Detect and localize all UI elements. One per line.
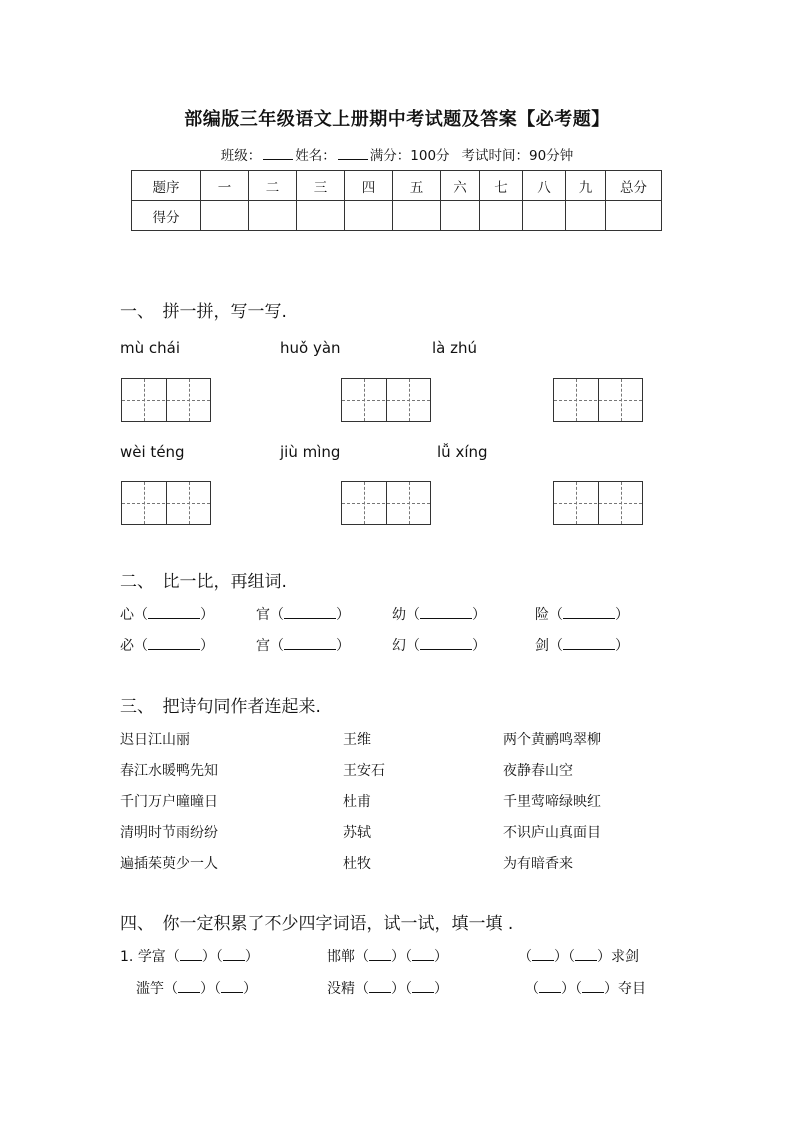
score-cell[interactable] [480,201,523,231]
idiom-word: 邯郸 [327,949,355,965]
poem-line[interactable]: 两个黄鹂鸣翠柳 [503,732,601,748]
header-cell: 六 [441,171,480,201]
writing-grid[interactable] [553,378,643,422]
header-cell: 二 [249,171,297,201]
pinyin-label: là zhú [432,339,478,357]
writing-grid[interactable] [553,481,643,525]
answer-blank[interactable] [180,948,202,961]
exam-time: 考试时间：90分钟 [461,148,574,164]
score-cell[interactable] [566,201,606,231]
poet-name[interactable]: 杜牧 [343,856,371,872]
answer-blank[interactable] [221,980,243,993]
answer-blank[interactable] [582,980,604,993]
poem-line[interactable]: 千门万户曈曈日 [120,794,218,810]
class-blank[interactable] [263,147,293,160]
idiom-word: 求剑 [611,949,639,965]
answer-blank[interactable] [575,948,597,961]
compare-item: 心（ ） [120,607,214,623]
answer-blank[interactable] [369,948,391,961]
poem-line[interactable]: 不识庐山真面目 [503,825,601,841]
char: 宫 [256,638,270,654]
answer-blank[interactable] [563,637,615,650]
header-cell: 八 [523,171,566,201]
idiom-word: 夺目 [618,981,646,997]
char: 险 [535,607,549,623]
answer-blank[interactable] [412,980,434,993]
compare-item: 险（ ） [535,607,629,623]
idiom-item: 邯郸（ ）（ ） [327,949,448,965]
compare-item: 宫（ ） [256,638,350,654]
idiom-item: 没精（ ）（ ） [327,981,448,997]
answer-blank[interactable] [148,606,200,619]
pinyin-label: mù chái [120,339,180,357]
score-cell[interactable] [201,201,249,231]
answer-blank[interactable] [284,606,336,619]
answer-blank[interactable] [532,948,554,961]
score-table-score-row [132,201,662,231]
header-cell: 三 [297,171,345,201]
section3-title: 三、 把诗句同作者连起来. [120,697,321,717]
char: 幼 [392,607,406,623]
poet-name[interactable]: 杜甫 [343,794,371,810]
idiom-word: 学富 [137,949,166,965]
section4-title: 四、 你一定积累了不少四字词语，试一试，填一填 . [120,914,514,934]
score-cell[interactable] [523,201,566,231]
page-title: 部编版三年级语文上册期中考试题及答案【必考题】 [184,109,610,130]
pinyin-label: wèi téng [120,443,185,461]
char: 剑 [535,638,549,654]
answer-blank[interactable] [178,980,200,993]
name-blank[interactable] [338,147,368,160]
poet-name[interactable]: 王维 [343,732,371,748]
poet-name[interactable]: 王安石 [343,763,385,779]
char: 官 [256,607,270,623]
section2-title: 二、 比一比，再组词. [120,572,287,592]
compare-item: 官（ ） [256,607,350,623]
score-cell[interactable] [393,201,441,231]
writing-grid[interactable] [341,481,431,525]
compare-item: 剑（ ） [535,638,629,654]
char: 心 [120,607,134,623]
writing-grid[interactable] [121,378,211,422]
header-cell: 四 [345,171,393,201]
answer-blank[interactable] [148,637,200,650]
poem-line[interactable]: 春江水暖鸭先知 [120,763,218,779]
idiom-item: （ ）（ ）夺目 [525,981,646,997]
header-cell: 题序 [132,171,201,201]
header-cell: 五 [393,171,441,201]
poem-line[interactable]: 遍插茱萸少一人 [120,856,218,872]
header-cell: 七 [480,171,523,201]
score-cell[interactable] [249,201,297,231]
answer-blank[interactable] [539,980,561,993]
answer-blank[interactable] [412,948,434,961]
compare-item: 幼（ ） [392,607,486,623]
writing-grid[interactable] [121,481,211,525]
answer-blank[interactable] [563,606,615,619]
full-score: 满分：100分 [369,148,450,164]
name-label: 姓名： [295,148,336,164]
idiom-word: 没精 [327,981,355,997]
idiom-item: （ ）（ ）求剑 [518,949,639,965]
header-cell: 总分 [606,171,662,201]
char: 必 [120,638,134,654]
compare-item: 必（ ） [120,638,214,654]
pinyin-label: huǒ yàn [280,339,341,357]
poet-name[interactable]: 苏轼 [343,825,371,841]
idiom-item: 滥竽（ ）（ ） [136,981,257,997]
poem-line[interactable]: 清明时节雨纷纷 [120,825,218,841]
section1-title: 一、 拼一拼，写一写. [120,302,287,322]
poem-line[interactable]: 为有暗香来 [503,856,573,872]
score-cell[interactable] [606,201,662,231]
answer-blank[interactable] [284,637,336,650]
pinyin-label: lǚ xíng [437,443,488,461]
score-table [131,170,662,231]
answer-blank[interactable] [420,637,472,650]
idiom-word: 滥竽 [136,981,164,997]
score-row-label: 得分 [132,201,201,231]
char: 幻 [392,638,406,654]
idiom-item: 1. 学富（ ）（ ） [120,949,259,965]
answer-blank[interactable] [223,948,245,961]
answer-blank[interactable] [369,980,391,993]
score-cell[interactable] [345,201,393,231]
poem-line[interactable]: 迟日江山丽 [120,732,190,748]
question-number: 1. [120,949,134,965]
score-cell[interactable] [297,201,345,231]
compare-item: 幻（ ） [392,638,486,654]
writing-grid[interactable] [341,378,431,422]
score-table-header-row [132,171,662,201]
poem-line[interactable]: 夜静春山空 [503,763,573,779]
poem-line[interactable]: 千里莺啼绿映红 [503,794,601,810]
header-cell: 九 [566,171,606,201]
answer-blank[interactable] [420,606,472,619]
score-cell[interactable] [441,201,480,231]
header-cell: 一 [201,171,249,201]
class-label: 班级： [220,148,262,164]
pinyin-label: jiù mìng [280,443,341,461]
exam-info [0,144,794,164]
